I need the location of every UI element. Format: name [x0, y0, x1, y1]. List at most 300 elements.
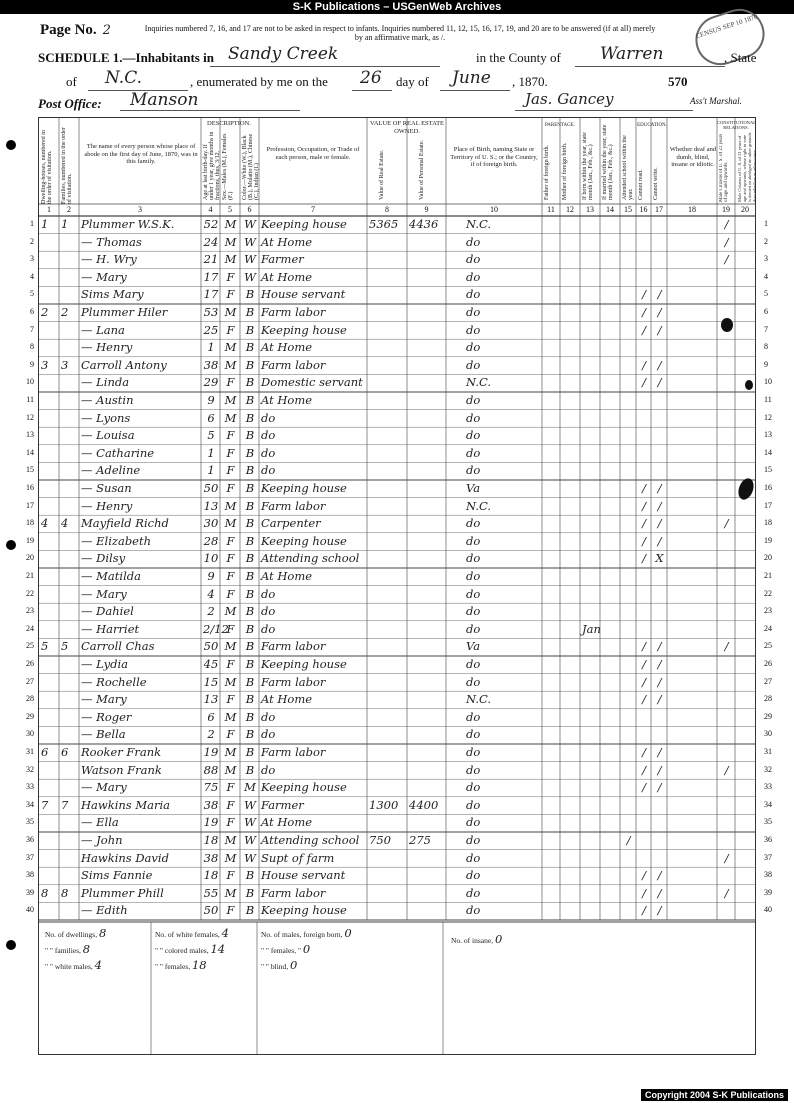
- birthplace: N.C.: [466, 375, 492, 390]
- line-number-left: 11: [26, 395, 34, 404]
- table-row: [39, 867, 755, 885]
- occupation: do: [261, 709, 276, 724]
- cannot-write: /: [657, 481, 662, 495]
- column-number-14: 14: [606, 205, 614, 214]
- birthplace: do: [466, 868, 481, 883]
- line-number-left: 14: [26, 447, 34, 457]
- cannot-write: /: [657, 357, 662, 372]
- occupation: Farm labor: [261, 305, 326, 319]
- birthplace: do: [466, 586, 481, 601]
- cannot-write: /: [657, 674, 662, 689]
- table-row: [39, 709, 755, 727]
- sheet-number: 570: [668, 74, 688, 89]
- header-vote-denied: Male Citizens of U. S. of 21 years of age and upwards, whose right to vote is denied or abridged on other grounds than rebellion or other crime.: [737, 132, 757, 202]
- cannot-write: /: [657, 868, 662, 883]
- line-number-right: 14: [764, 447, 772, 457]
- person-name: Sims Fannie: [81, 868, 153, 883]
- color: B: [245, 621, 255, 636]
- person-name: — Dilsy: [81, 551, 126, 566]
- age: 28: [203, 533, 219, 548]
- sex: F: [226, 375, 235, 390]
- cannot-write: /: [657, 375, 662, 390]
- occupation: At Home: [261, 569, 313, 583]
- enumerated-label: , enumerated by me on the: [190, 74, 328, 89]
- occupation: House servant: [261, 287, 346, 302]
- sex: F: [226, 269, 235, 284]
- sex: M: [224, 498, 237, 513]
- month-value: June: [452, 68, 491, 88]
- birthplace: do: [466, 745, 481, 759]
- family-number: 8: [61, 885, 69, 900]
- color: B: [245, 463, 255, 478]
- footer-families: " " families, 8: [45, 942, 91, 956]
- birthplace: do: [466, 252, 481, 267]
- occupation: Keeping house: [261, 903, 347, 918]
- birthplace: Va: [466, 481, 481, 495]
- cannot-write: /: [657, 657, 662, 671]
- state-label: , State: [724, 50, 757, 65]
- occupation: Farmer: [261, 252, 304, 267]
- birthplace: Va: [466, 639, 481, 654]
- person-name: Watson Frank: [81, 762, 162, 777]
- age: 21: [203, 252, 219, 267]
- person-name: — Henry: [81, 340, 133, 355]
- occupation: Keeping house: [261, 780, 347, 795]
- color: B: [245, 445, 255, 460]
- birthplace: do: [466, 621, 481, 636]
- line-number-right: 33: [764, 782, 772, 792]
- color: W: [244, 234, 256, 249]
- cannot-read: /: [642, 639, 646, 654]
- age: 53: [203, 305, 219, 319]
- line-number-left: 17: [26, 500, 34, 510]
- cannot-write: /: [657, 692, 662, 707]
- age: 9: [207, 569, 215, 583]
- family-number: 3: [61, 357, 69, 372]
- dwelling-number: 6: [41, 745, 49, 759]
- schedule-label: SCHEDULE 1.—Inhabitants in: [38, 50, 214, 65]
- sex: M: [224, 885, 237, 900]
- line-number-left: 36: [26, 835, 34, 844]
- line-number-left: 8: [30, 342, 34, 352]
- person-name: — Henry: [81, 498, 133, 513]
- age: 2/12: [203, 621, 229, 636]
- occupation: do: [261, 463, 276, 478]
- male-citizen: /: [724, 217, 729, 231]
- line-number-right: 1: [764, 219, 768, 228]
- sex: F: [226, 445, 235, 460]
- inquiry-note: Inquiries numbered 7, 16, and 17 are not to be asked in respect to infants. Inquiries numbered 11, 12, 15, 16, 17, 19, and 20 are to be answered (if at all) merely by an affirmative mark, as /.: [144, 24, 656, 42]
- line-number-left: 40: [26, 905, 34, 915]
- occupation: House servant: [261, 868, 346, 883]
- age: 19: [203, 815, 219, 830]
- color: B: [245, 569, 255, 583]
- person-name: — Susan: [81, 481, 132, 495]
- footer-colored-males: " " colored males, 14: [155, 942, 226, 956]
- age: 25: [203, 322, 219, 337]
- column-number-13: 13: [586, 205, 594, 214]
- post-office-underline: [120, 110, 300, 111]
- column-number-4: 4: [208, 205, 213, 214]
- born-within-year: Jan: [582, 621, 601, 636]
- person-name: Carroll Antony: [81, 357, 167, 372]
- age: 88: [203, 762, 219, 777]
- column-number-6: 6: [247, 205, 252, 214]
- cannot-write: /: [657, 322, 662, 337]
- cannot-write: /: [657, 903, 662, 918]
- header-education: EDUCATION.: [637, 123, 667, 128]
- header-deaf-blind: Whether deaf and dumb, blind, insane or idiotic.: [669, 146, 717, 168]
- age: 1: [207, 463, 215, 478]
- line-number-right: 17: [764, 500, 772, 510]
- table-row: [39, 427, 755, 445]
- person-name: — Lydia: [81, 657, 128, 671]
- family-number: 5: [61, 639, 69, 654]
- cannot-read: /: [642, 885, 646, 900]
- marshal-label: Ass't Marshal.: [690, 96, 742, 106]
- person-name: — Lyons: [81, 410, 131, 425]
- birthplace: do: [466, 305, 481, 319]
- dwelling-number: 7: [41, 797, 49, 812]
- table-row: [39, 656, 755, 674]
- color: W: [244, 850, 256, 865]
- occupation: Farm labor: [261, 498, 326, 513]
- male-citizen: /: [724, 234, 729, 249]
- table-row: [39, 251, 755, 269]
- column-number-5: 5: [228, 205, 232, 214]
- age: 19: [203, 745, 219, 759]
- cannot-write: /: [657, 745, 662, 759]
- sex: F: [226, 463, 235, 478]
- sex: F: [226, 551, 235, 566]
- color: W: [244, 797, 256, 812]
- occupation: Farm labor: [261, 885, 326, 900]
- cannot-read: /: [642, 868, 646, 883]
- color: W: [244, 269, 256, 284]
- census-stamp: CENSUS SEP 10 1870: [689, 2, 771, 71]
- color: B: [245, 428, 255, 443]
- birthplace: do: [466, 533, 481, 548]
- place-name: Sandy Creek: [228, 44, 339, 64]
- birthplace: do: [466, 903, 481, 918]
- dwelling-number: 8: [41, 885, 49, 900]
- dwelling-number: 4: [41, 516, 49, 531]
- sex: F: [226, 481, 235, 495]
- age: 6: [207, 410, 215, 425]
- header-parentage: PARENTAGE.: [544, 123, 576, 128]
- color: B: [245, 692, 255, 707]
- birthplace: do: [466, 410, 481, 425]
- header-color: Color.—White (W.), Black (B.), Mulatto (M.), Chinese (C.), Indian (I.): [242, 133, 260, 200]
- cannot-read: /: [642, 657, 646, 671]
- footer-insane: No. of insane, 0: [451, 932, 503, 946]
- cannot-read: /: [642, 903, 646, 918]
- cannot-write: /: [657, 780, 662, 795]
- cannot-read: /: [642, 762, 646, 777]
- person-name: — Ella: [81, 815, 119, 830]
- sex: M: [224, 393, 237, 407]
- census-rows: [39, 216, 755, 1016]
- dwelling-number: 3: [41, 357, 49, 372]
- table-row: [39, 286, 755, 304]
- line-number-right: 34: [764, 799, 772, 809]
- birthplace: do: [466, 727, 481, 742]
- sex: M: [224, 252, 237, 267]
- column-number-15: 15: [624, 205, 632, 214]
- occupation: Farm labor: [261, 639, 326, 654]
- year-label: , 1870.: [512, 74, 548, 89]
- color: B: [245, 322, 255, 337]
- sex: F: [226, 586, 235, 601]
- sex: F: [226, 797, 235, 812]
- birthplace: do: [466, 833, 481, 847]
- occupation: At Home: [261, 340, 313, 355]
- line-number-left: 1: [30, 219, 34, 228]
- age: 13: [203, 498, 219, 513]
- county-label: in the County of: [476, 50, 561, 65]
- post-office-label: Post Office:: [38, 96, 102, 111]
- person-name: — Catharine: [81, 445, 155, 460]
- person-name: — Dahiel: [81, 604, 134, 619]
- line-number-left: 28: [26, 694, 34, 704]
- occupation: do: [261, 604, 276, 619]
- header-occupation: Profession, Occupation, or Trade of each person, male or female.: [266, 146, 360, 161]
- sex: M: [224, 745, 237, 759]
- archive-banner: S-K Publications – USGenWeb Archives: [0, 0, 794, 14]
- cannot-read: /: [642, 305, 646, 319]
- age: 2: [207, 604, 215, 619]
- sex: M: [224, 833, 237, 847]
- line-number-right: 31: [764, 747, 772, 756]
- real-estate-value: 5365: [369, 217, 399, 231]
- sex: F: [226, 727, 235, 742]
- color: W: [244, 833, 256, 847]
- column-number-17: 17: [655, 205, 663, 214]
- table-row: [39, 216, 755, 234]
- sex: M: [224, 604, 237, 619]
- line-number-left: 12: [26, 412, 34, 422]
- line-number-right: 12: [764, 412, 772, 422]
- footer-dwellings: No. of dwellings, 8: [45, 926, 107, 940]
- table-row: [39, 902, 755, 920]
- occupation: Supt of farm: [261, 850, 335, 865]
- cannot-read: /: [642, 551, 646, 566]
- sex: F: [226, 621, 235, 636]
- line-number-left: 27: [26, 676, 34, 686]
- color: B: [245, 745, 255, 759]
- table-row: [39, 726, 755, 744]
- color: B: [245, 516, 255, 531]
- line-number-right: 38: [764, 870, 772, 880]
- table-row: [39, 691, 755, 709]
- occupation: do: [261, 410, 276, 425]
- person-name: Rooker Frank: [81, 745, 162, 759]
- sex: M: [224, 217, 237, 231]
- age: 38: [203, 357, 219, 372]
- footer-foreign-males: No. of males, foreign born, 0: [261, 926, 352, 940]
- line-number-right: 11: [764, 395, 772, 404]
- birthplace: N.C.: [466, 217, 492, 231]
- sex: F: [226, 692, 235, 707]
- birthplace: do: [466, 657, 481, 671]
- ink-blot: [721, 318, 733, 332]
- age: 18: [203, 833, 219, 847]
- person-name: — Mary: [81, 586, 127, 601]
- person-name: Plummer W.S.K.: [81, 217, 175, 231]
- personal-estate-value: 4400: [409, 797, 439, 812]
- line-number-right: 6: [764, 307, 768, 316]
- age: 1: [207, 445, 215, 460]
- line-number-right: 10: [764, 377, 772, 387]
- sex: M: [224, 709, 237, 724]
- age: 50: [203, 639, 219, 654]
- birthplace: do: [466, 516, 481, 531]
- sex: F: [226, 868, 235, 883]
- header-school: Attended school within the year.: [622, 135, 634, 200]
- birthplace: do: [466, 709, 481, 724]
- line-number-left: 35: [26, 817, 34, 827]
- table-row: [39, 357, 755, 375]
- sex: M: [224, 674, 237, 689]
- line-number-right: 2: [764, 236, 768, 246]
- line-number-right: 19: [764, 535, 772, 545]
- line-number-left: 30: [26, 729, 34, 739]
- line-number-right: 15: [764, 465, 772, 475]
- birthplace: do: [466, 393, 481, 407]
- birthplace: N.C.: [466, 498, 492, 513]
- dwelling-number: 1: [41, 217, 49, 231]
- line-number-left: 31: [26, 747, 34, 756]
- birthplace: do: [466, 551, 481, 566]
- binder-hole: [6, 540, 16, 550]
- line-number-left: 15: [26, 465, 34, 475]
- column-number-10: 10: [490, 205, 498, 214]
- birthplace: do: [466, 674, 481, 689]
- line-number-right: 13: [764, 430, 772, 440]
- footer-white-males: " " white males, 4: [45, 958, 102, 972]
- color: B: [245, 498, 255, 513]
- age: 29: [203, 375, 219, 390]
- age: 17: [203, 269, 219, 284]
- birthplace: do: [466, 569, 481, 583]
- occupation: At Home: [261, 692, 313, 707]
- line-number-left: 25: [26, 641, 34, 651]
- line-number-right: 20: [764, 553, 772, 563]
- occupation: At Home: [261, 234, 313, 249]
- column-number-9: 9: [424, 205, 429, 214]
- color: B: [245, 604, 255, 619]
- place-underline: [210, 66, 440, 67]
- header-birthplace: Place of Birth, naming State or Territory of U. S.; or the Country, if of foreign birth.: [450, 146, 538, 168]
- table-row: [39, 885, 755, 903]
- cannot-write: /: [657, 885, 662, 900]
- family-number: 4: [61, 516, 69, 531]
- color: B: [245, 533, 255, 548]
- age: 2: [207, 727, 215, 742]
- line-number-left: 10: [26, 377, 34, 387]
- age: 17: [203, 287, 219, 302]
- color: B: [245, 639, 255, 654]
- occupation: do: [261, 586, 276, 601]
- table-row: [39, 410, 755, 428]
- occupation: Carpenter: [261, 516, 321, 531]
- line-number-left: 22: [26, 588, 34, 598]
- sex: F: [226, 322, 235, 337]
- cannot-read: /: [642, 674, 646, 689]
- cannot-read: /: [642, 357, 646, 372]
- person-name: — Louisa: [81, 428, 135, 443]
- person-name: Plummer Hiler: [81, 305, 168, 319]
- age: 45: [203, 657, 219, 671]
- age: 6: [207, 709, 215, 724]
- line-number-right: 28: [764, 694, 772, 704]
- birthplace: do: [466, 322, 481, 337]
- male-citizen: /: [724, 516, 729, 531]
- person-name: Mayfield Richd: [81, 516, 169, 531]
- occupation: Farm labor: [261, 745, 326, 759]
- footer-blind: " " blind, 0: [261, 958, 298, 972]
- sex: F: [226, 428, 235, 443]
- column-number-3: 3: [138, 205, 142, 214]
- color: W: [244, 252, 256, 267]
- table-row: [39, 515, 755, 533]
- table-row: [39, 339, 755, 357]
- line-number-right: 7: [764, 324, 768, 334]
- header-cannot-write: Cannot write.: [653, 167, 659, 200]
- line-number-right: 18: [764, 518, 772, 528]
- color: B: [245, 340, 255, 355]
- occupation: At Home: [261, 269, 313, 284]
- line-number-left: 16: [26, 483, 34, 492]
- cannot-read: /: [642, 481, 646, 495]
- page-label: Page No.: [40, 22, 97, 38]
- occupation: do: [261, 445, 276, 460]
- binder-hole: [6, 940, 16, 950]
- real-estate-value: 750: [369, 833, 391, 847]
- cannot-read: /: [642, 287, 646, 302]
- person-name: — Austin: [81, 393, 134, 407]
- birthplace: do: [466, 287, 481, 302]
- occupation: do: [261, 762, 276, 777]
- line-number-left: 21: [26, 571, 34, 580]
- person-name: — Mary: [81, 269, 127, 284]
- occupation: do: [261, 428, 276, 443]
- header-father-foreign: Father of foreign birth.: [544, 145, 550, 200]
- sex: F: [226, 657, 235, 671]
- marshal-underline: [515, 110, 693, 111]
- personal-estate-value: 275: [409, 833, 431, 847]
- day-value: 26: [360, 68, 382, 88]
- occupation: Domestic servant: [261, 375, 363, 390]
- person-name: — Elizabeth: [81, 533, 152, 548]
- line-number-right: 26: [764, 659, 772, 668]
- page-number-value: 2: [102, 23, 111, 38]
- line-number-left: 18: [26, 518, 34, 528]
- table-row: [39, 850, 755, 868]
- table-row: [39, 269, 755, 287]
- header-constitutional: CONSTITUTIONAL RELATIONS.: [717, 120, 756, 130]
- age: 50: [203, 903, 219, 918]
- line-number-right: 27: [764, 676, 772, 686]
- line-number-left: 29: [26, 711, 34, 721]
- sex: M: [224, 340, 237, 355]
- color: M: [244, 780, 256, 795]
- line-number-right: 25: [764, 641, 772, 651]
- table-row: [39, 550, 755, 568]
- color: B: [245, 674, 255, 689]
- birthplace: do: [466, 234, 481, 249]
- dwelling-number: 5: [41, 639, 49, 654]
